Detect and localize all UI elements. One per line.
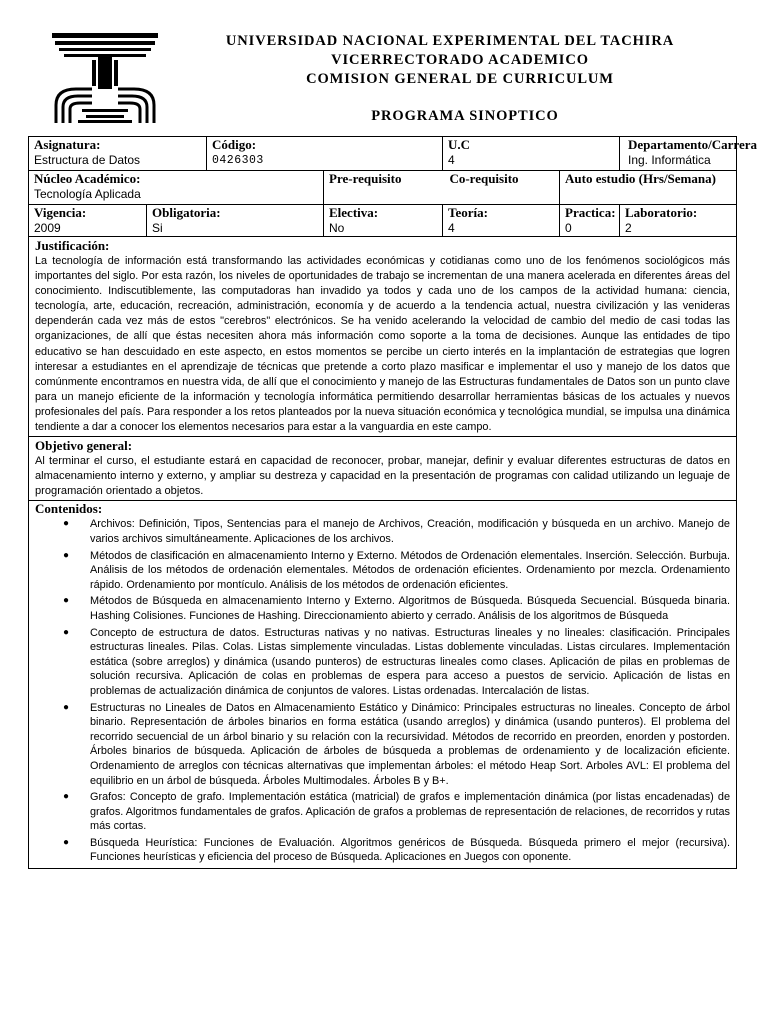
electiva-value: No	[329, 221, 345, 235]
bullet-icon: ●	[63, 595, 70, 607]
laboratorio-label: Laboratorio:	[625, 205, 698, 220]
justificacion-text: La tecnología de información está transformando las actividades económicas y cotidianas como uno de los fenómenos sociológicos más importantes del siglo. Por esta razón, los niveles de oportunidades de trabajo se incrementan de una manera acelerada en diferentes áreas del conocimiento. Indiscutiblemente, las computadoras han invadido ya todos y cada uno de los campos de la actividad humana: ciencia, tecnología, arte, educación, recreación, administración, economía y de acuerdo a la tendencia actual, nuestra civilización y las venideras dependerán cada vez más de estos "cerebros" electrónicos. Se ha venido acelerando la velocidad de cambio del medio de casi todas las organizaciones, de allí que éstas necesiten ahora más información como soporte a la toma de decisiones. Aunque las entidades de tipo educativo se han descuidado en este aspecto, en estos momentos se percibe un cierto interés en la implantación de estrategias que logren interesar a estudiantes en el aprendizaje de técnicas que pretende a corto plazo masificar e implementar el uso y manejo de los datos que comúnmente encontramos en nuestra vida, de allí que el conocimiento y manejo de las Estructuras fundamentales de Datos son un punto clave para un manejo eficiente de la información y tecnología informática permitiendo desarrollar herramientas básicas de los actuales y nuevos profesionales del país. Para responder a los retos planteados por la nueva situación económica y tecnológica mundial, se impulsa una dinámica tendiente a dar a conocer los elementos necesarios para estar a la vanguardia en este campo.	[35, 255, 730, 434]
practica-cell	[560, 205, 620, 237]
contenidos-label: Contenidos:	[35, 501, 103, 517]
electiva-label: Electiva:	[329, 205, 379, 220]
electiva-cell	[324, 205, 443, 237]
table-row	[29, 437, 737, 501]
nucleo-value: Tecnología Aplicada	[34, 187, 141, 201]
nucleo-label: Núcleo Académico:	[34, 171, 141, 186]
laboratorio-cell	[620, 205, 737, 237]
list-item: ● Métodos de clasificación en almacenamiento Interno y Externo. Métodos de Ordenación elementales. Inserción. Selección. Burbuja. Análisis de los métodos de ordenación elementales. Métodos de ordenación eficientes. Ordenamiento por mezcla. Ordenamiento rápido. Ordenamiento por montículo. Análisis de los métodos de ordenación eficientes.	[63, 549, 730, 591]
list-item: ● Estructuras no Lineales de Datos en Almacenamiento Estático y Dinámico: Principales estructuras no lineales. Concepto de árbol binario. Representación de árboles binarios en forma estática (usando arreglos) y dinámica (usando punteros). El problema del recorrido secuencial de un árbol binario y su relación con la recursividad. Métodos de recorrido en preorden, enorden y postorden. Árboles binarios de búsqueda. Aplicación de árboles de búsqueda a problemas de ordenamiento y de localización eficiente. Ordenamiento de arreglos con técnicas alternativas que implementan árboles: el método Heap Sort. Arboles AVL: El problema del equilibrio en un árbol de búsqueda. Árboles Multimodales. Árboles B y B+.	[63, 701, 730, 787]
synoptic-program-table	[28, 136, 757, 869]
departamento-value: Ing. Informática	[628, 153, 711, 167]
practica-label: Practica:	[565, 205, 616, 220]
document-header	[170, 32, 730, 126]
table-row	[29, 237, 737, 437]
contenidos-cell	[29, 501, 737, 869]
obligatoria-label: Obligatoria:	[152, 205, 221, 220]
corequisito-label: Co-requisito	[449, 171, 519, 186]
list-item: ● Búsqueda Heurística: Funciones de Evaluación. Algoritmos genéricos de Búsqueda. Búsqueda primero el mejor (recursiva). Funciones heurísticas y eficiencia del proceso de Búsqueda. Aplicaciones en Juegos con oponente.	[63, 836, 730, 864]
table-row	[29, 205, 737, 237]
asignatura-label: Asignatura:	[34, 137, 101, 152]
asignatura-value: Estructura de Datos	[34, 153, 141, 167]
objetivo-text: Al terminar el curso, el estudiante estará en capacidad de reconocer, probar, manejar, definir y evaluar diferentes estructuras de datos en almacenamiento interno y externo, y ampliar su destreza y capacidad en la presentación de programas con calidad utilizando un leguaje de programación orientado a objetos.	[35, 455, 730, 498]
uc-label: U.C	[448, 137, 471, 152]
teoria-label: Teoría:	[448, 205, 488, 220]
departamento-label: Departamento/Carrera	[628, 137, 757, 152]
bullet-icon: ●	[63, 791, 70, 803]
list-item: ● Grafos: Concepto de grafo. Implementación estática (matricial) de grafos e implementación dinámica (por listas encadenadas) de grafos. Algoritmos fundamentales de grafos. Aplicación de grafos a problemas de representación de relaciones, de recorridos y rutas más cortas.	[63, 791, 730, 833]
justificacion-label: Justificación:	[35, 238, 110, 253]
table-row	[29, 137, 737, 171]
list-item: ● Concepto de estructura de datos. Estructuras nativas y no nativas. Estructuras lineales y no lineales: clasificación. Principales estructuras lineales. Pilas. Colas. Listas simplemente vinculadas. Listas doblemente vinculadas. Listas circulares. Implementación estática (sobre arreglos) y dinámica (usando punteros) de estructuras lineales como clases. Aplicación de pilas en problemas de solución recursiva. Aplicación de colas en problemas de espera para acceso a puestos de servicio. Aplicación de listas en problemas de actualización dinámica de conjuntos de valores. Listas ordenadas. Intercalación de listas.	[63, 626, 730, 697]
practica-value: 0	[565, 221, 572, 235]
table-row	[29, 171, 737, 205]
vigencia-label: Vigencia:	[34, 205, 87, 220]
requisitos-cell	[324, 171, 560, 205]
objetivo-cell	[29, 437, 737, 501]
laboratorio-value: 2	[625, 221, 632, 235]
prerequisito-label: Pre-requisito	[329, 171, 402, 186]
teoria-cell	[443, 205, 560, 237]
departamento-cell	[620, 137, 757, 171]
teoria-value: 4	[448, 221, 455, 235]
nucleo-cell	[29, 171, 324, 205]
codigo-label: Código:	[212, 137, 257, 152]
bullet-icon: ●	[63, 701, 70, 713]
obligatoria-value: Si	[152, 221, 163, 235]
list-item: ● Métodos de Búsqueda en almacenamiento Interno y Externo. Algoritmos de Búsqueda. Búsqueda Secuencial. Búsqueda binaria. Hashing Colisiones. Funciones de Hashing. Direccionamiento abierto y cerrado. Análisis de los algoritmos de Búsqueda	[63, 595, 730, 622]
bullet-icon: ●	[63, 836, 70, 848]
curriculum-commission: COMISION GENERAL DE CURRICULUM	[306, 71, 614, 87]
vigencia-value: 2009	[34, 221, 61, 235]
justificacion-cell	[29, 237, 737, 437]
university-logo-icon	[52, 33, 158, 123]
codigo-value: 0426303	[212, 154, 264, 167]
obligatoria-cell	[147, 205, 324, 237]
bullet-icon: ●	[63, 518, 70, 530]
autoestudio-cell	[560, 171, 737, 205]
uc-cell	[443, 137, 620, 171]
uc-value: 4	[448, 153, 455, 167]
vice-rectorate: VICERRECTORADO ACADEMICO	[331, 52, 589, 68]
autoestudio-label: Auto estudio (Hrs/Semana)	[565, 171, 716, 186]
asignatura-cell	[29, 137, 207, 171]
bullet-icon: ●	[63, 549, 70, 561]
codigo-cell	[207, 137, 443, 171]
university-name: UNIVERSIDAD NACIONAL EXPERIMENTAL DEL TACHIRA	[225, 33, 675, 49]
objetivo-label: Objetivo general:	[35, 438, 133, 454]
vigencia-cell	[29, 205, 147, 237]
contenidos-list	[35, 517, 730, 865]
list-item: ● Archivos: Definición, Tipos, Sentencias para el manejo de Archivos, Creación, modificación y búsqueda en un archivo. Manejo de varios archivos simultáneamente. Aplicaciones de los archivos.	[63, 518, 730, 545]
table-row	[29, 501, 737, 869]
document-title: PROGRAMA SINOPTICO	[371, 108, 559, 124]
bullet-icon: ●	[63, 626, 70, 638]
